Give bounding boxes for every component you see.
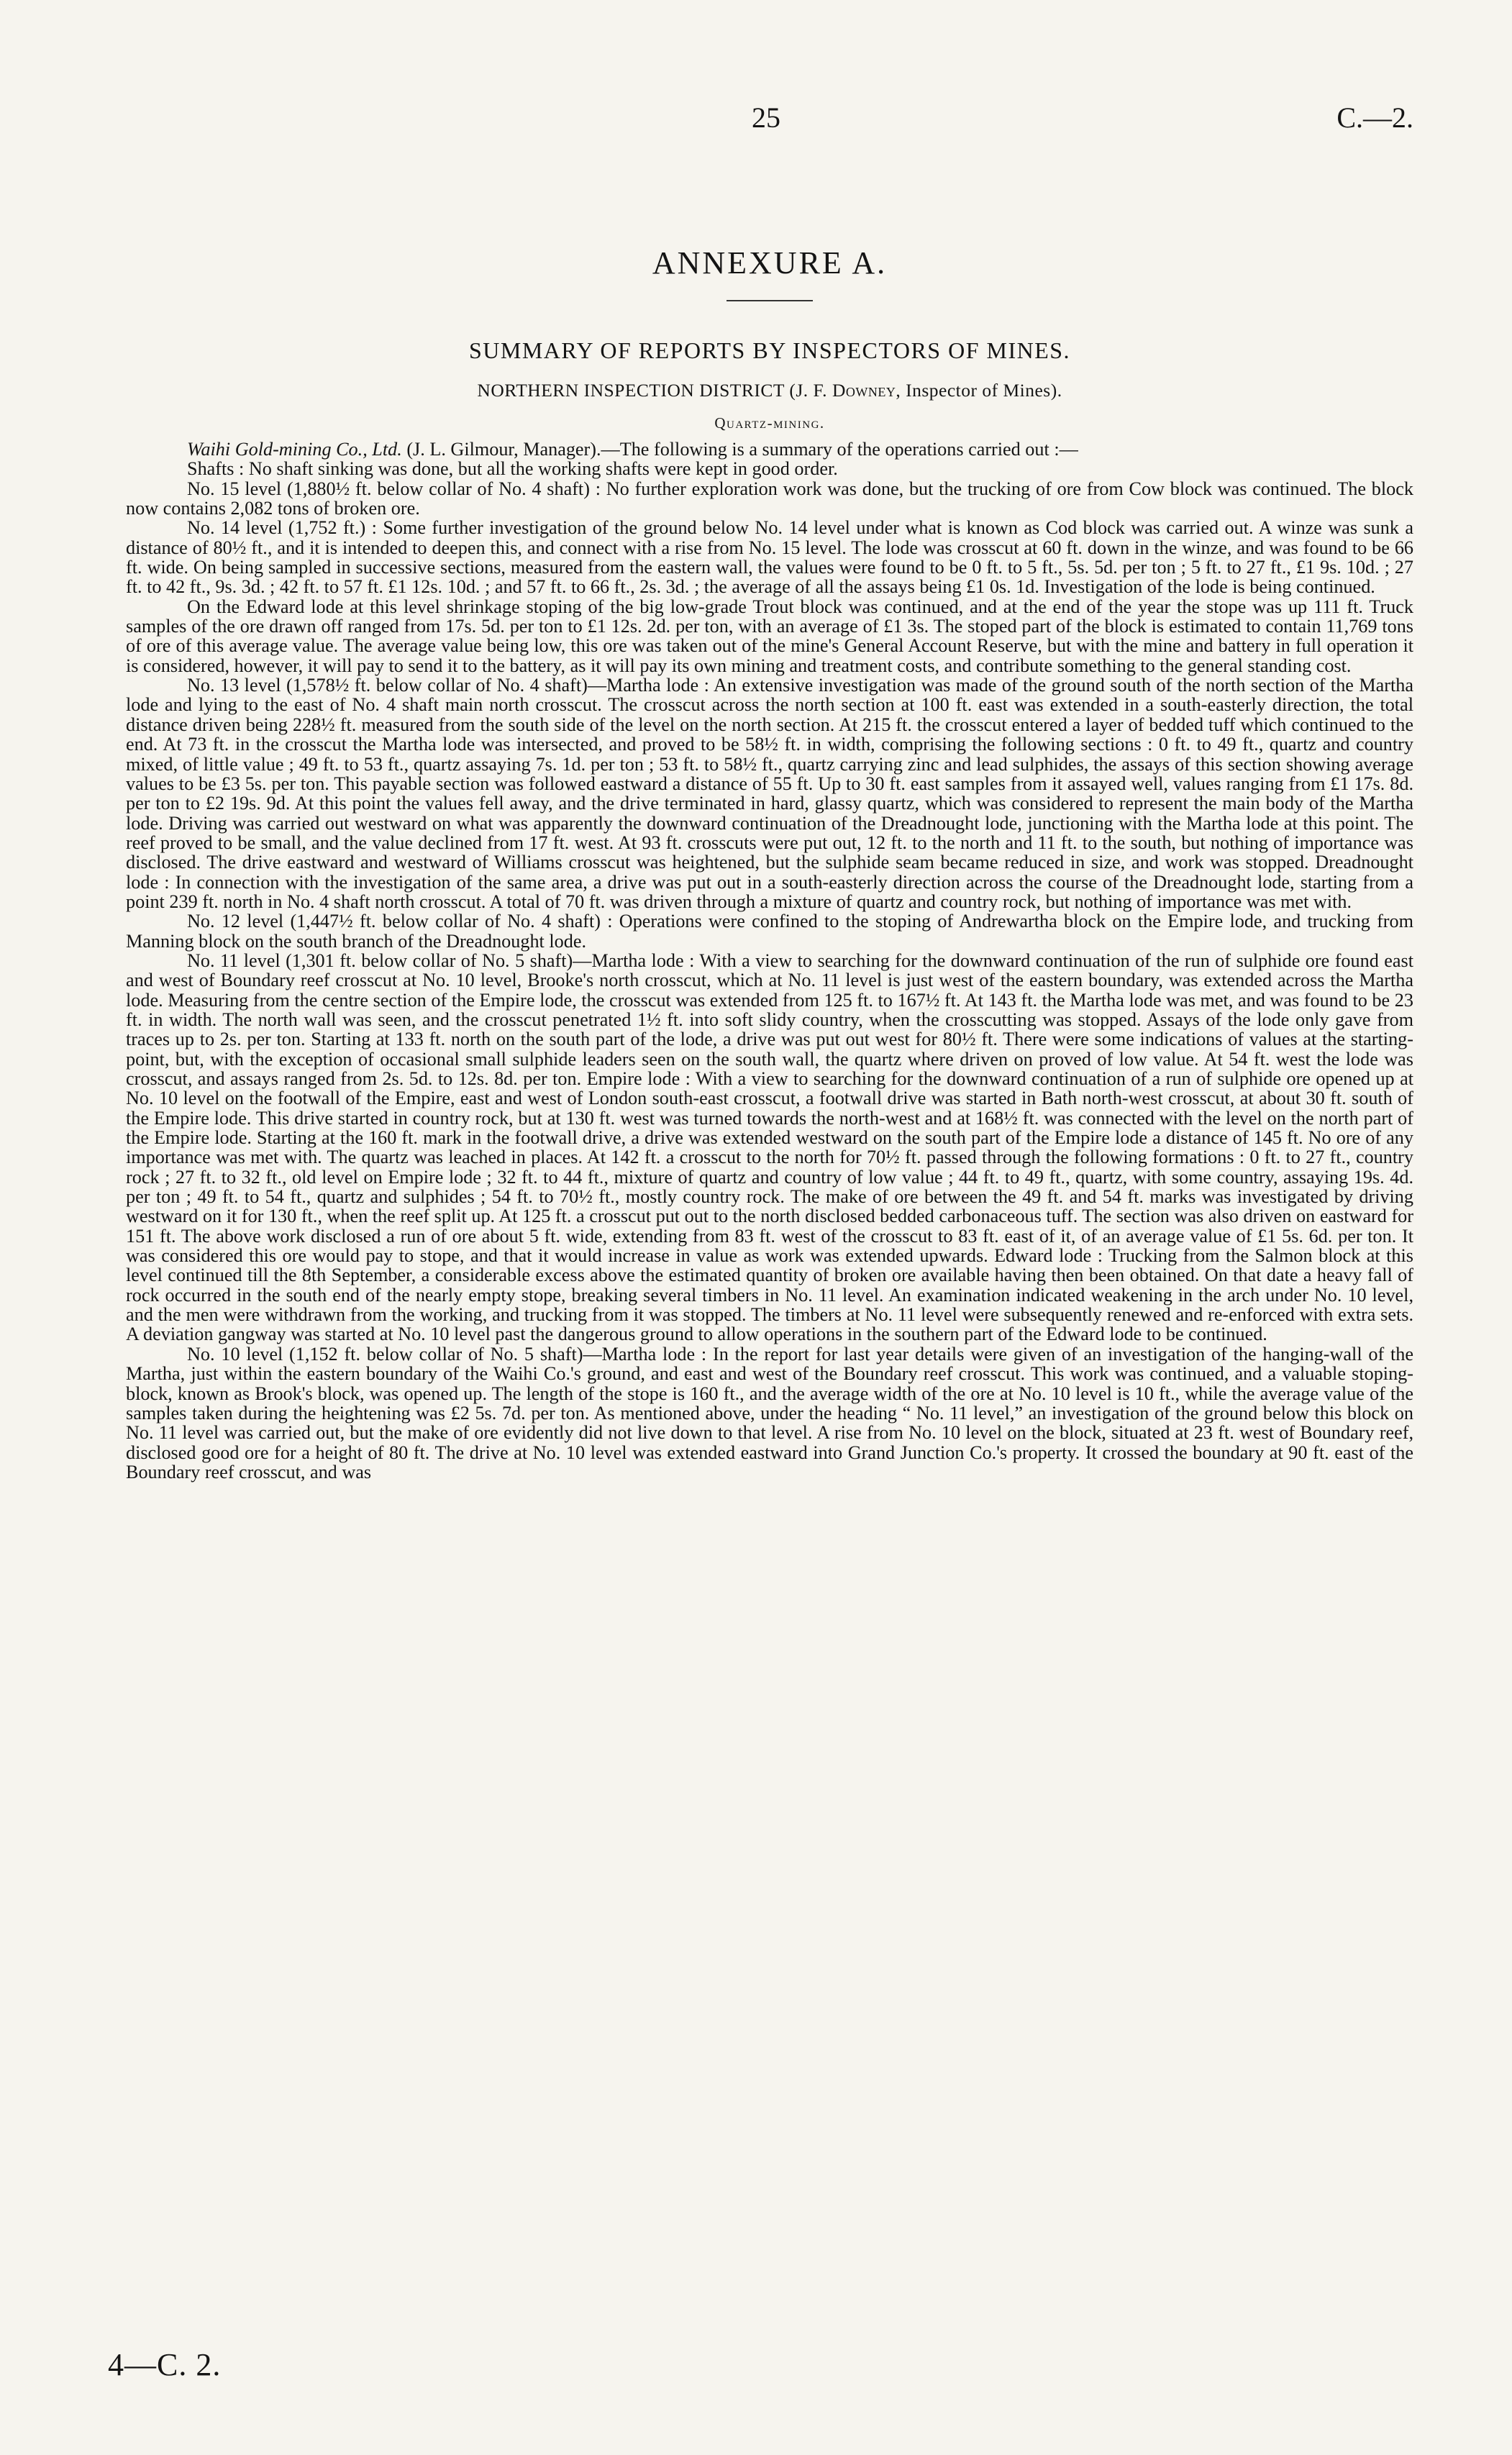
page-reference: C.—2.: [1336, 101, 1413, 134]
document-page: [126, 101, 1413, 2410]
paragraph-level-14: No. 14 level (1,752 ft.) : Some further investigation of the ground below No. 14 level under what is known as Cod block was carried out. A winze was sunk a distance of 80½ ft., and it is intended to deepen this, and connect with a rise from No. 15 level. The lode was crosscut at 60 ft. down in the winze, and was found to be 66 ft. wide. On being sampled in successive sections, measured from the eastern wall, the values were found to be 0 ft. to 5 ft., 5s. 5d. per ton ; 5 ft. to 27 ft., £1 9s. 10d. ; 27 ft. to 42 ft., 9s. 3d. ; 42 ft. to 57 ft. £1 12s. 10d. ; and 57 ft. to 66 ft., 2s. 3d. ; the average of all the assays being £1 0s. 1d. Investigation of the lode is being continued.: [126, 517, 1413, 598]
intro-paragraph: [126, 439, 1413, 459]
section-heading: Quartz-mining.: [714, 414, 825, 432]
inspector-name: Downey: [832, 380, 896, 401]
paragraph-level-11: No. 11 level (1,301 ft. below collar of No. 5 shaft)—Martha lode : With a view to searching for the downward continuation of the run of sulphide ore found east and west of Boundary reef crosscut at No. 10 level, Brooke's north crosscut, which at No. 11 level is just west of the eastern boundary, was extended across the Martha lode. Measuring from the centre section of the Empire lode, the crosscut was extended from 125 ft. to 167½ ft. At 143 ft. the Martha lode was met, and was found to be 23 ft. in width. The north wall was seen, and the crosscut penetrated 1½ ft. into soft slidy country, when the crosscutting was stopped. Assays of the lode only gave from traces up to 2s. per ton. Starting at 133 ft. north on the south part of the lode, a drive was put out west for 80½ ft. There were some indications of values at the starting-point, but, with the exception of occasional small sulphide leaders seen on the south wall, the quartz where driven on proved of low value. At 54 ft. west the lode was crosscut, and assays ranged from 2s. 5d. to 12s. 8d. per ton. Empire lode : With a view to searching for the downward continuation of a run of sulphide ore opened up at No. 10 level on the footwall of the Empire, east and west of London south-east crosscut, a footwall drive was started in Bath north-west crosscut, at about 30 ft. south of the Empire lode. This drive started in country rock, but at 130 ft. west was turned towards the north-west and at 168½ ft. was connected with the level on the north part of the Empire lode. Starting at the 160 ft. mark in the footwall drive, a drive was extended westward on the south part of the Empire lode a distance of 145 ft. No ore of any importance was met with. The quartz was leached in places. At 142 ft. a crosscut to the north for 70½ ft. passed through the following formations : 0 ft. to 27 ft., country rock ; 27 ft. to 32 ft., old level on Empire lode ; 32 ft. to 44 ft., mixture of quartz and country of low value ; 44 ft. to 49 ft., quartz, with some country, assaying 19s. 4d. per ton ; 49 ft. to 54 ft., quartz and sulphides ; 54 ft. to 70½ ft., mostly country rock. The make of ore between the 49 ft. and 54 ft. marks was investigated by driving westward on it for 130 ft., when the reef split up. At 125 ft. a crosscut put out to the north disclosed bedded carbonaceous tuff. The section was also driven on eastward for 151 ft. The above work disclosed a run of ore about 5 ft. wide, extending from 83 ft. west of the crosscut to 83 ft. east of it, of an average value of £1 5s. 6d. per ton. It was considered this ore would pay to stope, and that it would increase in value as work was extended upwards. Edward lode : Trucking from the Salmon block at this level continued till the 8th September, a considerable excess above the estimated quantity of broken ore available having then been obtained. On that date a heavy fall of rock occurred in the south end of the nearly empty stope, breaking several timbers in No. 11 level. An examination indicated weakening in the arch under No. 10 level, and the men were withdrawn from the working, and trucking from it was stopped. The timbers at No. 11 level were subsequently renewed and re-enforced with extra sets. A deviation gangway was started at No. 10 level past the dangerous ground to allow operations in the southern part of the Edward lode to be continued.: [126, 949, 1413, 1345]
paragraph-shafts: Shafts : No shaft sinking was done, but all the working shafts were kept in good order.: [187, 458, 838, 480]
paragraph-level-13: No. 13 level (1,578½ ft. below collar of No. 4 shaft)—Martha lode : An extensive investigation was made of the ground south of the north section of the Martha lode and lying to the east of No. 4 shaft main north crosscut. The crosscut across the north section at 100 ft. east was extended in a south-easterly direction, the total distance driven being 228½ ft. measured from the south side of the level on the north section. At 215 ft. the crosscut entered a layer of bedded tuff which continued to the end. At 73 ft. in the crosscut the Martha lode was intersected, and proved to be 58½ ft. in width, comprising the following sections : 0 ft. to 49 ft., quartz and country mixed, of little value ; 49 ft. to 53 ft., quartz assaying 7s. 1d. per ton ; 53 ft. to 58½ ft., quartz carrying zinc and lead sulphides, the assays of this section showing average values to be £3 5s. per ton. This payable section was followed eastward a distance of 55 ft. Up to 30 ft. east samples from it assayed well, values ranging from £1 17s. 8d. per ton to £2 19s. 9d. At this point the values fell away, and the drive terminated in hard, glassy quartz, which was considered to represent the main body of the Martha lode. Driving was carried out westward on what was apparently the downward continuation of the Dreadnought lode, junctioning with the Martha lode at this point. The reef proved to be small, and the value declined from 17 ft. west. At 93 ft. crosscuts were put out, 12 ft. to the north and 11 ft. to the south, but nothing of importance was disclosed. The drive eastward and westward of Williams crosscut was heightened, but the sulphide seam became reduced in size, and work was stopped. Dreadnought lode : In connection with the investigation of the same area, a drive was put out in a south-easterly direction across the course of the Dreadnought lode, starting from a point 239 ft. north in No. 4 shaft north crosscut. A total of 70 ft. was driven through a mixture of quartz and country rock, but nothing of importance was met with.: [126, 675, 1413, 912]
annexure-title: ANNEXURE A.: [652, 245, 888, 281]
company-name: Waihi Gold-mining Co., Ltd.: [187, 439, 402, 460]
page-number: 25: [752, 101, 780, 134]
paragraph-level-10: No. 10 level (1,152 ft. below collar of No. 5 shaft)—Martha lode : In the report for last year details were given of an investigation of the hanging-wall of the Martha, just within the eastern boundary of the Waihi Co.'s ground, and east and west of the Boundary reef crosscut. This work was continued, and a valuable stoping-block, known as Brook's block, was opened up. The length of the stope is 160 ft., and the average width of the ore at No. 10 level is 10 ft., while the average value of the samples taken during the heightening was £2 5s. 7d. per ton. As mentioned above, under the heading “ No. 11 level,” an investigation of the ground below this block on No. 11 level was carried out, but the make of ore evidently did not live down to that level. A rise from No. 10 level on the block, situated at 23 ft. west of Boundary reef, disclosed good ore for a height of 80 ft. The drive at No. 10 level was extended eastward into Grand Junction Co.'s property. It crossed the boundary at 90 ft. east of the Boundary reef crosscut, and was: [126, 1343, 1413, 1482]
title-rule: [727, 300, 813, 301]
summary-title: SUMMARY OF REPORTS BY INSPECTORS OF MINES.: [468, 337, 1071, 363]
district-prefix: NORTHERN INSPECTION DISTRICT (J. F.: [477, 380, 832, 401]
intro-text: (J. L. Gilmour, Manager).—The following is a summary of the operations carried out :—: [401, 439, 1078, 460]
report-body: [126, 439, 1413, 1482]
footer-signature: 4—C. 2.: [108, 2347, 222, 2382]
district-suffix: , Inspector of Mines).: [896, 380, 1062, 401]
paragraph-level-15: No. 15 level (1,880½ ft. below collar of No. 4 shaft) : No further exploration work was done, but the trucking of ore from Cow block was continued. The block now contains 2,082 tons of broken ore.: [126, 478, 1413, 519]
paragraph-level-12: No. 12 level (1,447½ ft. below collar of No. 4 shaft) : Operations were confined to the stoping of Andrewartha block on the Empire lode, and trucking from Manning block on the south branch of the Dreadnought lode.: [126, 911, 1413, 952]
paragraph-edward-lode: On the Edward lode at this level shrinkage stoping of the big low-grade Trout block was continued, and at the end of the year the stope was up 111 ft. Truck samples of the ore drawn off ranged from 17s. 5d. per ton to £1 12s. 2d. per ton, with an average of £1 3s. The stoped part of the block is estimated to contain 11,769 tons of ore of this average value. The average value being low, this ore was taken out of the mine's General Account Reserve, but with the mine and battery in full operation it is considered, however, it will pay to send it to the battery, as it will pay its own mining and treatment costs, and contribute something to the general standing cost.: [126, 596, 1413, 676]
district-heading: [126, 380, 1413, 401]
page-header: [126, 101, 1413, 144]
